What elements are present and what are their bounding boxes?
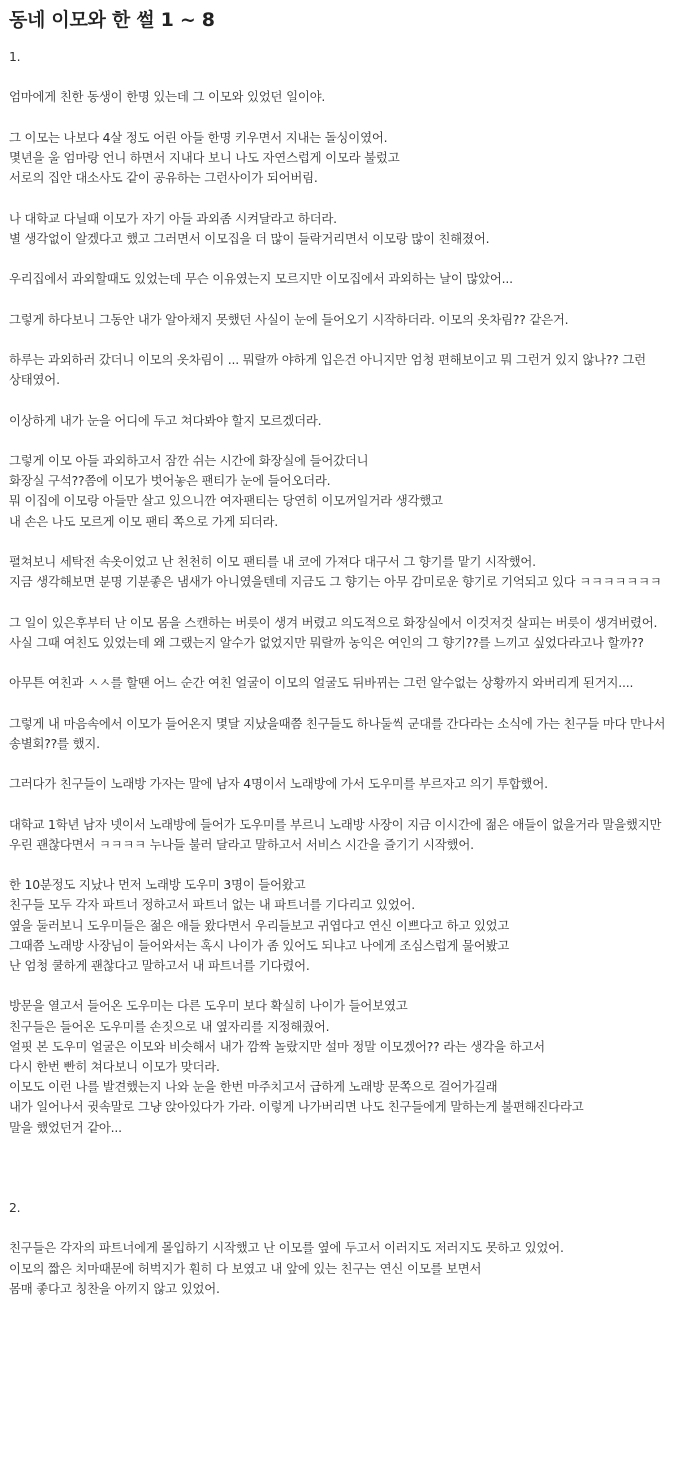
paragraph bbox=[9, 875, 690, 976]
paragraph bbox=[9, 87, 690, 107]
text-line: 친구들은 들어온 도우미를 손짓으로 내 옆자리를 지정해줬어. bbox=[9, 1018, 330, 1034]
text-line: 엄마에게 친한 동생이 한명 있는데 그 이모와 있었던 일이야. bbox=[9, 89, 326, 105]
text-line: 지금 생각해보면 분명 기분좋은 냄새가 아니였을텐데 지금도 그 향기는 아무 감미로운 향기로 기억되고 있다 ㅋㅋㅋㅋㅋㅋㅋ bbox=[9, 574, 662, 590]
text-line: 대학교 1학년 남자 넷이서 노래방에 들어가 도우미를 부르니 노래방 사장이 지금 이시간에 젊은 애들이 없을거라 말을했지만 bbox=[9, 816, 662, 832]
paragraph bbox=[9, 451, 690, 532]
text-line: 그렇게 내 마음속에서 이모가 들어온지 몇달 지났을때쯤 친구들도 하나둘씩 군대를 간다라는 소식에 가는 친구들 마다 만나서 송별회??를 했지. bbox=[9, 715, 666, 751]
text-line: 화장실 구석??쯤에 이모가 벗어놓은 팬티가 눈에 들어오더라. bbox=[9, 473, 331, 489]
text-line: 우린 괜찮다면서 ㅋㅋㅋㅋ 누나들 불러 달라고 말하고서 서비스 시간을 즐기기 시작했어. bbox=[9, 836, 474, 852]
text-line: 얼핏 본 도우미 얼굴은 이모와 비슷해서 내가 깜짝 놀랐지만 설마 정말 이모겠어?? 라는 생각을 하고서 bbox=[9, 1038, 545, 1054]
text-line: 다시 한번 빤히 쳐다보니 이모가 맞더라. bbox=[9, 1058, 220, 1074]
text-line: 내 손은 나도 모르게 이모 팬티 쪽으로 가게 되더라. bbox=[9, 513, 279, 529]
text-line: 사실 그때 여친도 있었는데 왜 그랬는지 알수가 없었지만 뭐랄까 농익은 여인의 그 향기??를 느끼고 싶었다라고나 할까?? bbox=[9, 634, 644, 650]
text-line: 친구들은 각자의 파트너에게 몰입하기 시작했고 난 이모를 옆에 두고서 이러지도 저러지도 못하고 있었어. bbox=[9, 1240, 564, 1256]
text-line: 그 일이 있은후부터 난 이모 몸을 스캔하는 버릇이 생겨 버렸고 의도적으로 화장실에서 이것저것 살피는 버릇이 생겨버렸어. bbox=[9, 614, 658, 630]
paragraph bbox=[9, 310, 690, 330]
text-line: 내가 일어나서 귓속말로 그냥 앉아있다가 가라. 이렇게 나가버리면 나도 친구들에게 말하는게 불편해진다라고 bbox=[9, 1099, 584, 1115]
page-title: 동네 이모와 한 썰 1 ~ 8 bbox=[9, 9, 215, 31]
text-line: 말을 했었던거 같아... bbox=[9, 1119, 122, 1135]
section-spacer bbox=[9, 1158, 690, 1198]
text-line: 이모의 짧은 치마때문에 허벅지가 훤히 다 보였고 내 앞에 있는 친구는 연신 이모를 보면서 bbox=[9, 1260, 482, 1276]
section-number: 1. bbox=[9, 49, 21, 64]
paragraph bbox=[9, 815, 690, 855]
section-number: 2. bbox=[9, 1199, 21, 1215]
text-line: 그렇게 하다보니 그동안 내가 알아채지 못했던 사실이 눈에 들어오기 시작하더라. 이모의 옷차림?? 같은거. bbox=[9, 311, 569, 327]
text-line: 뭐 이집에 이모랑 아들만 살고 있으니깐 여자팬티는 당연히 이모꺼일거라 생각했고 bbox=[9, 493, 443, 509]
text-line: 몇년을 울 엄마랑 언니 하면서 지내다 보니 나도 자연스럽게 이모라 불렀고 bbox=[9, 149, 400, 165]
paragraph bbox=[9, 613, 690, 653]
paragraph bbox=[9, 269, 690, 289]
text-line: 하루는 과외하러 갔더니 이모의 옷차림이 ... 뭐랄까 야하게 입은건 아니지만 엄청 편해보이고 뭐 그런거 있지 않나?? 그런 상태였어. bbox=[9, 351, 646, 388]
text-line: 친구들 모두 각자 파트너 정하고서 파트너 없는 내 파트너를 기다리고 있었어. bbox=[9, 897, 415, 913]
paragraph bbox=[9, 350, 690, 390]
text-line: 아무튼 여친과 ㅅㅅ를 할땐 어느 순간 여친 얼굴이 이모의 얼굴도 뒤바뀌는 그런 알수없는 상황까지 와버리게 된거지.... bbox=[9, 675, 634, 691]
text-line: 펼쳐보니 세탁전 속옷이었고 난 천천히 이모 팬티를 내 코에 가져다 대구서 그 향기를 맡기 시작했어. bbox=[9, 553, 536, 569]
paragraph bbox=[9, 774, 690, 794]
paragraph bbox=[9, 714, 690, 754]
paragraph bbox=[9, 996, 690, 1137]
text-line: 이모도 이런 나를 발견했는지 나와 눈을 한번 마주치고서 급하게 노래방 문쪽으로 걸어가길래 bbox=[9, 1079, 498, 1095]
article-body bbox=[9, 47, 690, 1299]
paragraph bbox=[9, 552, 690, 592]
text-line: 그러다가 친구들이 노래방 가자는 말에 남자 4명이서 노래방에 가서 도우미를 부르자고 의기 투합했어. bbox=[9, 776, 548, 792]
text-line: 한 10분정도 지났나 먼저 노래방 도우미 3명이 들어왔고 bbox=[9, 877, 306, 893]
paragraph bbox=[9, 673, 690, 693]
text-line: 몸매 좋다고 칭찬을 아끼지 않고 있었어. bbox=[9, 1280, 220, 1296]
text-line: 옆을 둘러보니 도우미들은 젊은 애들 왔다면서 우리들보고 귀엽다고 연신 이쁘다고 하고 있었고 bbox=[9, 917, 510, 933]
text-line: 그때쯤 노래방 사장님이 들어와서는 혹시 나이가 좀 있어도 되냐고 나에게 조심스럽게 물어봤고 bbox=[9, 937, 510, 953]
text-line: 별 생각없이 알겠다고 했고 그러면서 이모집을 더 많이 들락거리면서 이모랑 많이 친해졌어. bbox=[9, 230, 490, 246]
text-line: 서로의 집안 대소사도 같이 공유하는 그런사이가 되어버림. bbox=[9, 170, 318, 186]
text-line: 이상하게 내가 눈을 어디에 두고 쳐다봐야 할지 모르겠더라. bbox=[9, 412, 322, 428]
text-line: 방문을 열고서 들어온 도우미는 다른 도우미 보다 확실히 나이가 들어보였고 bbox=[9, 998, 408, 1014]
text-line: 그 이모는 나보다 4살 정도 어린 아들 한명 키우면서 지내는 돌싱이였어. bbox=[9, 129, 388, 145]
paragraph bbox=[9, 1238, 690, 1299]
paragraph bbox=[9, 128, 690, 189]
paragraph bbox=[9, 209, 690, 249]
text-line: 우리집에서 과외할때도 있었는데 무슨 이유였는지 모르지만 이모집에서 과외하는 날이 많았어... bbox=[9, 271, 513, 287]
text-line: 그렇게 이모 아들 과외하고서 잠깐 쉬는 시간에 화장실에 들어갔더니 bbox=[9, 452, 369, 468]
text-line: 난 엄청 쿨하게 괜찮다고 말하고서 내 파트너를 기다렸어. bbox=[9, 957, 310, 973]
paragraph bbox=[9, 411, 690, 431]
text-line: 나 대학교 다닐때 이모가 자기 아들 과외좀 시켜달라고 하더라. bbox=[9, 210, 337, 226]
